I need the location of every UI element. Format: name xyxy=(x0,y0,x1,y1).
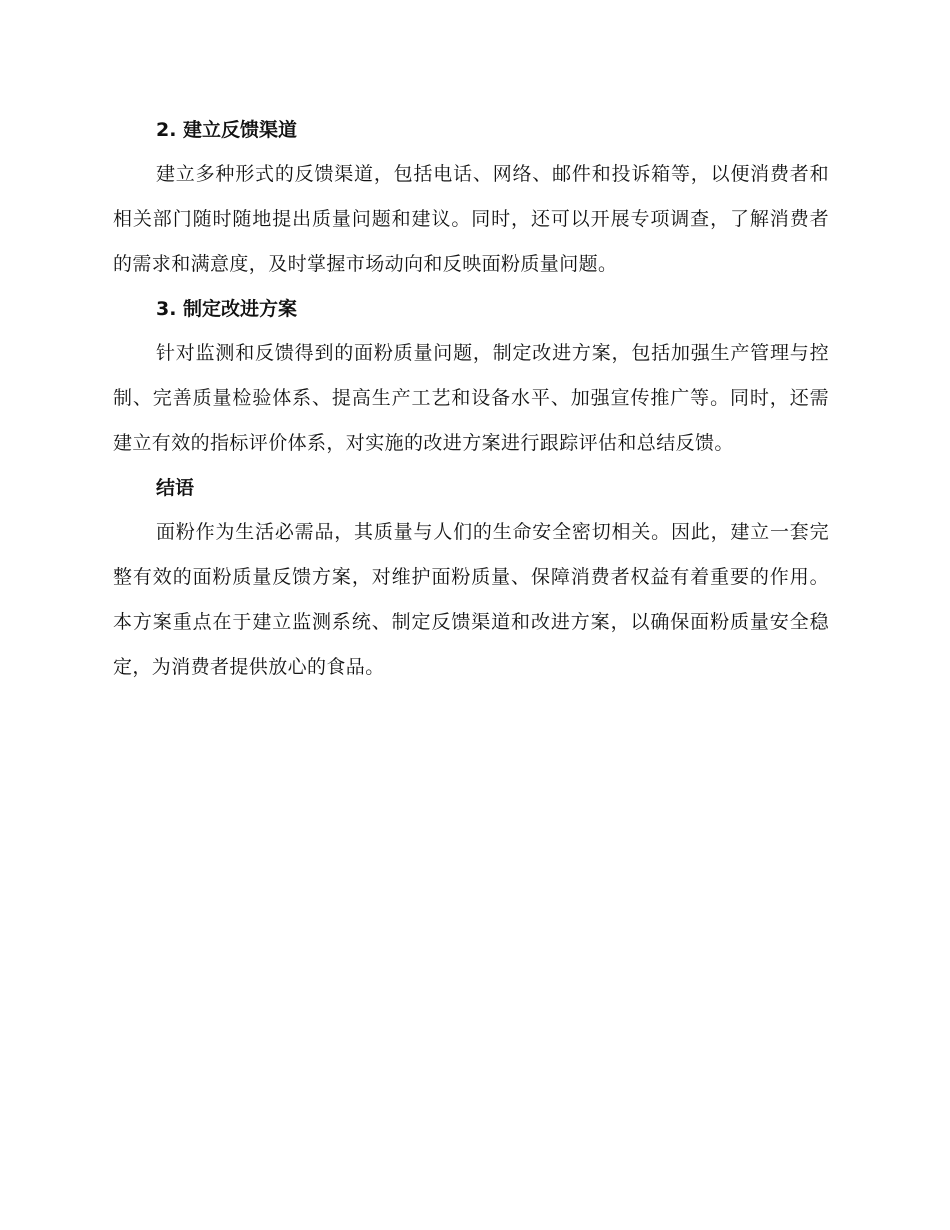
section-paragraph-conclusion: 面粉作为生活必需品，其质量与人们的生命安全密切相关。因此，建立一套完整有效的面粉质量反馈方案，对维护面粉质量、保障消费者权益有着重要的作用。本方案重点在于建立监测系统、制定反馈渠道和改进方案，以确保面粉质量安全稳定，为消费者提供放心的食品。 xyxy=(113,521,829,678)
section-heading-conclusion: 结语 xyxy=(156,477,195,499)
section-paragraph-feedback-channels: 建立多种形式的反馈渠道，包括电话、网络、邮件和投诉箱等，以便消费者和相关部门随时随地提出质量问题和建议。同时，还可以开展专项调查，了解消费者的需求和满意度，及时掌握市场动向和反映面粉质量问题。 xyxy=(113,163,829,275)
section-paragraph-improvement-plan: 针对监测和反馈得到的面粉质量问题，制定改进方案，包括加强生产管理与控制、完善质量检验体系、提高生产工艺和设备水平、加强宣传推广等。同时，还需建立有效的指标评价体系，对实施的改进方案进行跟踪评估和总结反馈。 xyxy=(113,342,829,454)
section-heading-improvement-plan: 3. 制定改进方案 xyxy=(156,298,298,320)
document-body xyxy=(113,108,829,690)
section-heading-feedback-channels: 2. 建立反馈渠道 xyxy=(156,119,298,141)
